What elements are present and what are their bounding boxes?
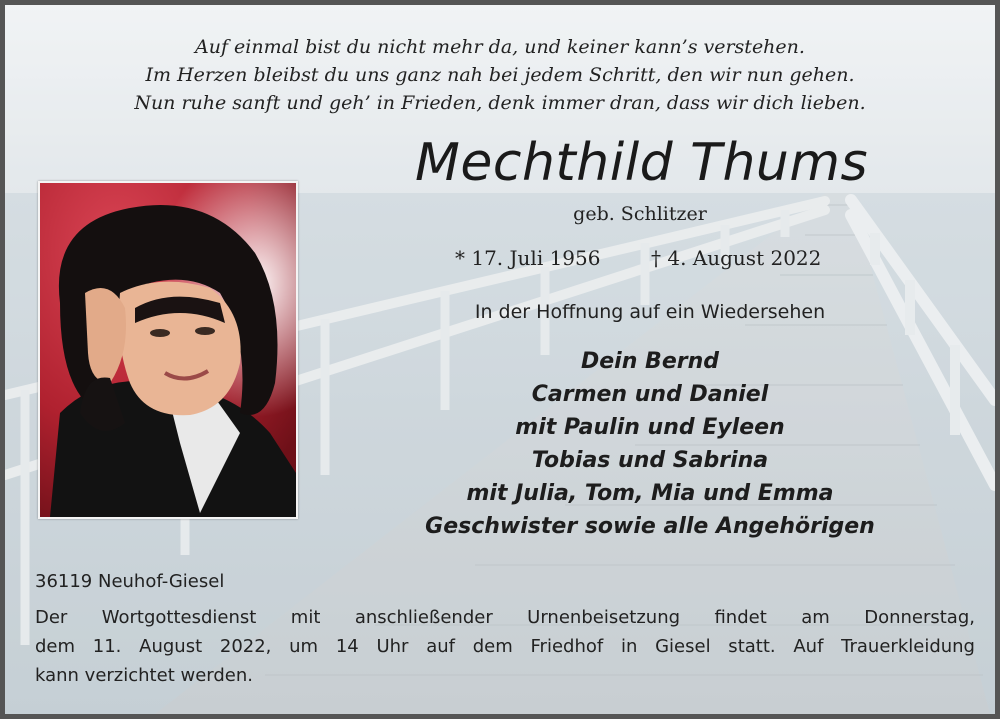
verse-line: Nun ruhe sanft und geh’ in Frieden, denk immer dran, dass wir dich lieben. <box>134 92 866 114</box>
notice-line: Der Wortgottesdienst mit anschließender Urnenbeisetzung findet am Donnerstag, <box>35 607 975 628</box>
funeral-notice <box>35 603 975 690</box>
mourner-line: Tobias und Sabrina <box>531 448 769 473</box>
verse-line: Auf einmal bist du nicht mehr da, und keiner kann’s verstehen. <box>195 36 805 58</box>
mourner-line: mit Paulin und Eyleen <box>515 415 785 440</box>
mourner-line: Geschwister sowie alle Angehörigen <box>425 514 875 539</box>
verse-line: Im Herzen bleibst du uns ganz nah bei jedem Schritt, den wir nun gehen. <box>145 64 855 86</box>
notice-line: dem 11. August 2022, um 14 Uhr auf dem Friedhof in Giesel statt. Auf Trauerkleidung <box>35 636 975 657</box>
portrait-photo-illustration <box>40 183 296 517</box>
deceased-name: Mechthild Thums <box>415 133 869 193</box>
place-of-residence: 36119 Neuhof-Giesel <box>35 571 225 592</box>
death-date: † 4. August 2022 <box>651 246 822 270</box>
portrait-photo <box>38 181 298 519</box>
mourner-line: Dein Bernd <box>581 349 719 374</box>
birth-date: * 17. Juli 1956 <box>455 246 601 270</box>
mourners-list <box>405 345 895 543</box>
memorial-verse <box>5 33 995 117</box>
mourner-line: Carmen und Daniel <box>531 382 769 407</box>
hope-line: In der Hoffnung auf ein Wiedersehen <box>474 301 826 323</box>
notice-line: kann verzichtet werden. <box>35 665 253 686</box>
mourner-line: mit Julia, Tom, Mia und Emma <box>466 481 834 506</box>
maiden-name: geb. Schlitzer <box>573 203 707 225</box>
